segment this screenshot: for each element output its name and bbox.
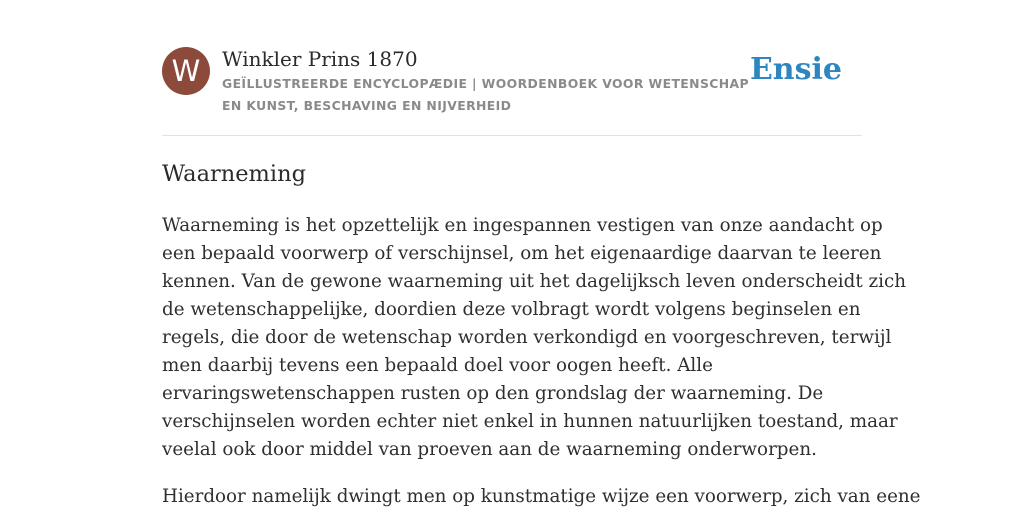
article-paragraph-2 xyxy=(162,483,921,511)
paragraph-line: Waarneming is het opzettelijk en ingespannen vestigen van onze aandacht op xyxy=(162,215,883,236)
paragraph-line: een bepaald voorwerp of verschijnsel, om het eigenaardige daarvan te leeren xyxy=(162,243,882,264)
source-avatar[interactable] xyxy=(162,47,210,95)
avatar-letter: W xyxy=(171,54,201,88)
header-divider xyxy=(162,135,862,136)
source-subtitle: GEÏLLUSTREERDE ENCYCLOPÆDIE | WOORDENBOEK VOOR WETENSCHAP EN KUNST, BESCHAVING EN NIJVERHEID xyxy=(222,76,749,113)
ensie-logo[interactable]: Ensie xyxy=(749,52,842,87)
paragraph-gap xyxy=(162,464,862,483)
paragraph-line: veelal ook door middel van proeven aan de waarneming onderworpen. xyxy=(162,439,817,460)
paragraph-line: verschijnselen worden echter niet enkel in hunnen natuurlijken toestand, maar xyxy=(162,411,898,432)
paragraph-line: de wetenschappelijke, doordien deze volbragt wordt volgens beginselen en xyxy=(162,299,861,320)
paragraph-line: ervaringswetenschappen rusten op den grondslag der waarneming. De xyxy=(162,383,824,404)
paragraph-line: Hierdoor namelijk dwingt men op kunstmatige wijze een voorwerp, zich van eene xyxy=(162,486,921,507)
article-paragraph-1 xyxy=(162,212,906,464)
article-title: Waarneming xyxy=(162,161,306,187)
article-body xyxy=(162,212,921,511)
paragraph-line: men daarbij tevens een bepaald doel voor oogen heeft. Alle xyxy=(162,355,713,376)
paragraph-line: regels, die door de wetenschap worden verkondigd en voorgeschreven, terwijl xyxy=(162,327,892,348)
source-header xyxy=(162,46,862,116)
paragraph-line: kennen. Van de gewone waarneming uit het dagelijksch leven onderscheidt zich xyxy=(162,271,906,292)
source-title[interactable]: Winkler Prins 1870 xyxy=(222,47,418,71)
